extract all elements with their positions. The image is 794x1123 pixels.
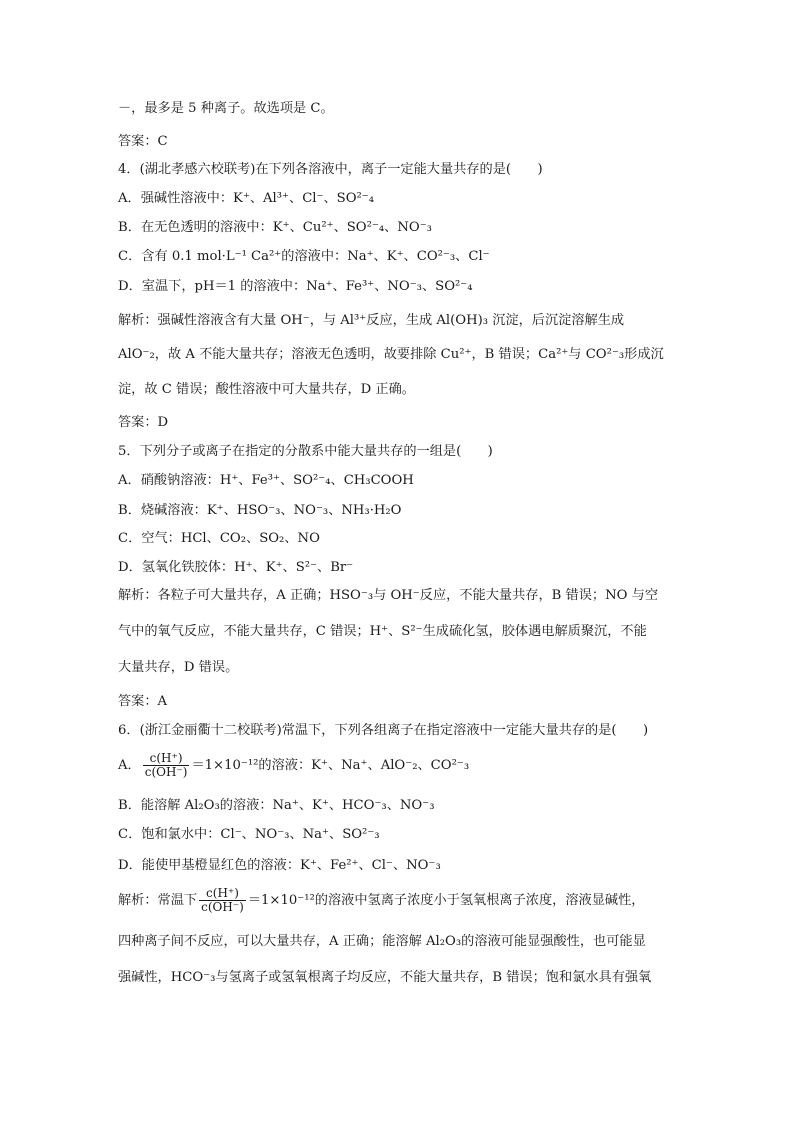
option-d: D．能使甲基橙显红色的溶液：K⁺、Fe²⁺、Cl⁻、NO⁻₃	[118, 858, 441, 873]
answer-line: 答案：D	[118, 415, 169, 430]
explanation-line: 淀，故 C 错误；酸性溶液中可大量共存，D 正确。	[118, 382, 415, 397]
option-d: D．氢氧化铁胶体：H⁺、K⁺、S²⁻、Br⁻	[118, 560, 354, 575]
explanation-prefix: 解析：常温下	[118, 893, 198, 908]
question-6: 6．(浙江金丽衢十二校联考)常温下，下列各组离子在指定溶液中一定能大量共存的是( )	[118, 723, 649, 738]
explanation-line: AlO⁻₂，故 A 不能大量共存；溶液无色透明，故要排除 Cu²⁺，B 错误；Ca²⁺与 CO²⁻₃形成沉	[118, 347, 664, 362]
option-c: C．饱和氯水中：Cl⁻、NO⁻₃、Na⁺、SO²⁻₃	[118, 827, 380, 842]
answer-line: 答案：C	[118, 134, 168, 149]
fraction-numerator: c(H⁺)	[143, 752, 190, 766]
explanation-line: 解析：强碱性溶液含有大量 OH⁻，与 Al³⁺反应，生成 Al(OH)₃ 沉淀，后沉淀溶解生成	[118, 313, 625, 328]
fraction	[143, 752, 190, 779]
option-d: D．室温下，pH＝1 的溶液中：Na⁺、Fe³⁺、NO⁻₃、SO²⁻₄	[118, 279, 473, 294]
question-4: 4．(湖北孝感六校联考)在下列各溶液中，离子一定能大量共存的是( )	[118, 162, 543, 177]
option-a: A．硝酸钠溶液：H⁺、Fe³⁺、SO²⁻₄、CH₃COOH	[118, 473, 414, 488]
explanation-line: 解析：各粒子可大量共存，A 正确；HSO⁻₃与 OH⁻反应，不能大量共存，B 错误；NO 与空	[118, 588, 659, 603]
option-b: B．能溶解 Al₂O₃的溶液：Na⁺、K⁺、HCO⁻₃、NO⁻₃	[118, 798, 435, 813]
option-b: B．在无色透明的溶液中：K⁺、Cu²⁺、SO²⁻₄、NO⁻₃	[118, 220, 432, 235]
question-5: 5．下列分子或离子在指定的分散系中能大量共存的一组是( )	[118, 444, 493, 459]
option-a: A．强碱性溶液中：K⁺、Al³⁺、Cl⁻、SO²⁻₄	[118, 191, 375, 206]
fraction-numerator: c(H⁺)	[199, 887, 246, 901]
fraction-denominator: c(OH⁻)	[144, 765, 188, 779]
fraction-denominator: c(OH⁻)	[201, 900, 244, 914]
answer-line: 答案：A	[118, 694, 168, 709]
explanation-line: 强碱性，HCO⁻₃与氢离子或氢氧根离子均反应，不能大量共存，B 错误；饱和氯水具有强氧	[118, 970, 652, 985]
option-suffix: ＝1×10⁻¹²的溶液：K⁺、Na⁺、AlO⁻₂、CO²⁻₃	[191, 758, 470, 773]
option-c: C．含有 0.1 mol·L⁻¹ Ca²⁺的溶液中：Na⁺、K⁺、CO²⁻₃、Cl⁻	[118, 249, 490, 264]
option-c: C．空气：HCl、CO₂、SO₂、NO	[118, 531, 320, 546]
explanation-line	[118, 887, 645, 914]
text-line: －，最多是 5 种离子。故选项是 C。	[118, 101, 334, 116]
explanation-line: 四种离子间不反应，可以大量共存，A 正确；能溶解 Al₂O₃的溶液可能显强酸性，也可能显	[118, 934, 646, 949]
explanation-suffix: ＝1×10⁻¹²的溶液中氢离子浓度小于氢氧根离子浓度，溶液显碱性，	[247, 893, 645, 908]
option-a	[118, 752, 469, 779]
explanation-line: 大量共存，D 错误。	[118, 660, 239, 675]
option-prefix: A．	[118, 758, 141, 773]
fraction	[199, 887, 246, 914]
explanation-line: 气中的氧气反应，不能大量共存，C 错误；H⁺、S²⁻生成硫化氢，胶体遇电解质聚沉，不能	[118, 624, 647, 639]
option-b: B．烧碱溶液：K⁺、HSO⁻₃、NO⁻₃、NH₃·H₂O	[118, 503, 402, 518]
